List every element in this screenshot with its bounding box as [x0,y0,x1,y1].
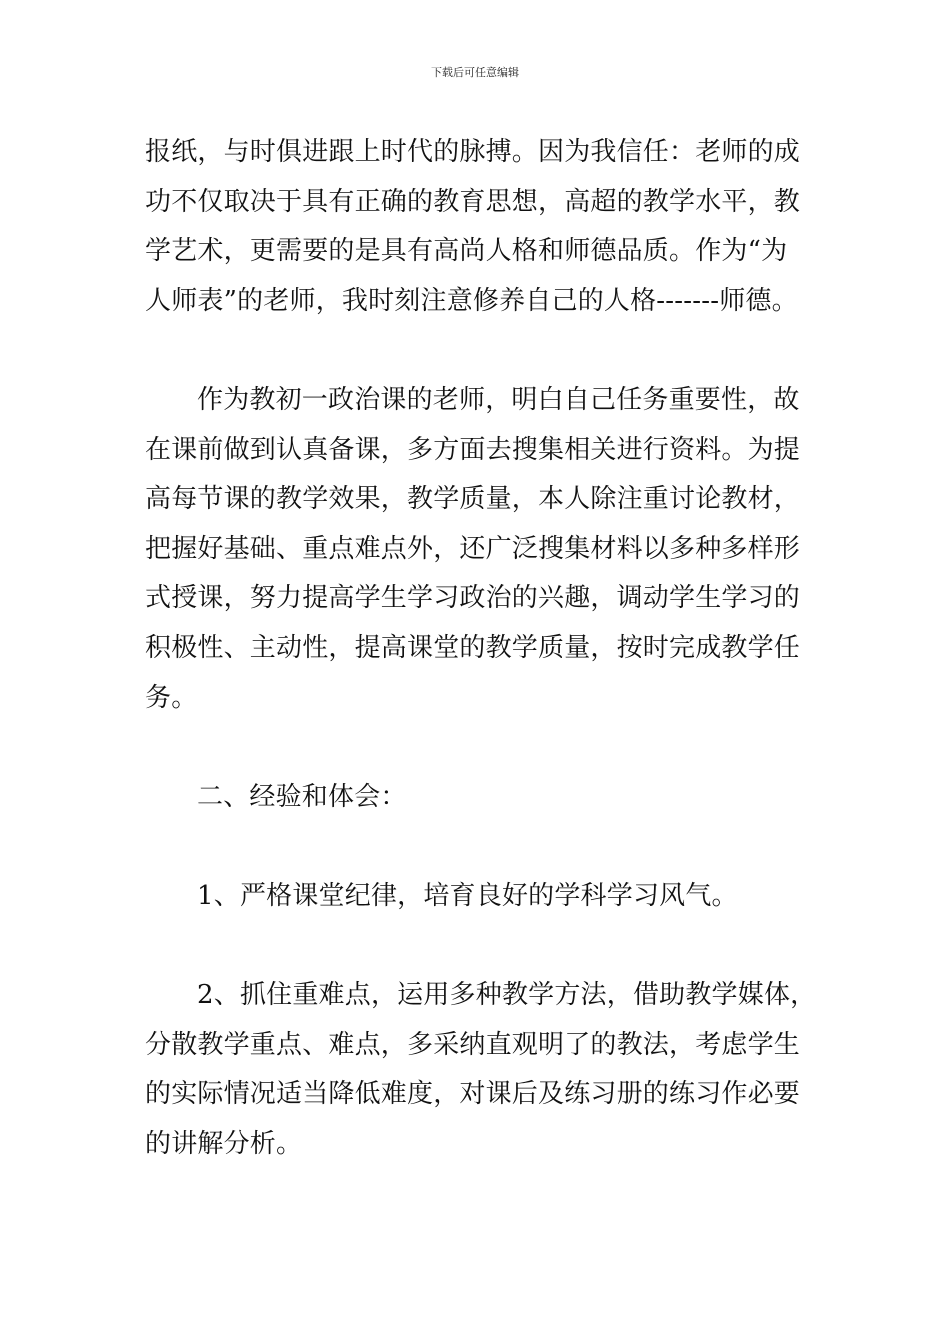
page-header: 下载后可任意编辑 [431,66,519,79]
list-item-2 [145,971,817,1169]
text-line: 积极性、主动性，提高课堂的教学质量，按时完成教学任 [145,632,801,663]
text-line: 2、抓住重难点，运用多种教学方法，借助教学媒体， [197,980,817,1011]
text-line: 学艺术，更需要的是具有高尚人格和师德品质。作为“为 [145,236,788,267]
paragraph-1 [145,128,810,326]
list-item-1 [145,872,810,922]
text-line: 式授课，努力提高学生学习政治的兴趣，调动学生学习的 [145,583,801,614]
text-line: 功不仅取决于具有正确的教育思想，高超的教学水平，教 [145,186,801,217]
text-line: 人师表”的老师，我时刻注意修养自己的人格-------师德。 [145,285,798,316]
text-line: 作为教初一政治课的老师，明白自己任务重要性，故 [197,384,800,415]
section-heading [145,773,810,823]
paragraph-gap [145,922,810,972]
text-line: 的讲解分析。 [145,1128,303,1159]
paragraph-gap [145,822,810,872]
text-line: 在课前做到认真备课，多方面去搜集相关进行资料。为提 [145,434,801,465]
text-line: 1、严格课堂纪律，培育良好的学科学习风气。 [197,880,738,911]
text-line: 二、经验和体会： [197,781,407,812]
document-body [145,128,817,1169]
paragraph-2 [145,376,810,723]
text-line: 务。 [145,682,198,713]
text-line: 报纸，与时俱进跟上时代的脉搏。因为我信任：老师的成 [145,137,801,167]
text-line: 分散教学重点、难点，多采纳直观明了的教法，考虑学生 [145,1029,801,1060]
text-line: 的实际情况适当降低难度，对课后及练习册的练习作必要 [145,1079,801,1110]
text-line: 把握好基础、重点难点外，还广泛搜集材料以多种多样形 [145,533,801,564]
paragraph-gap [145,723,810,773]
text-line: 高每节课的教学效果，教学质量，本人除注重讨论教材， [145,484,801,515]
paragraph-gap [145,326,810,376]
